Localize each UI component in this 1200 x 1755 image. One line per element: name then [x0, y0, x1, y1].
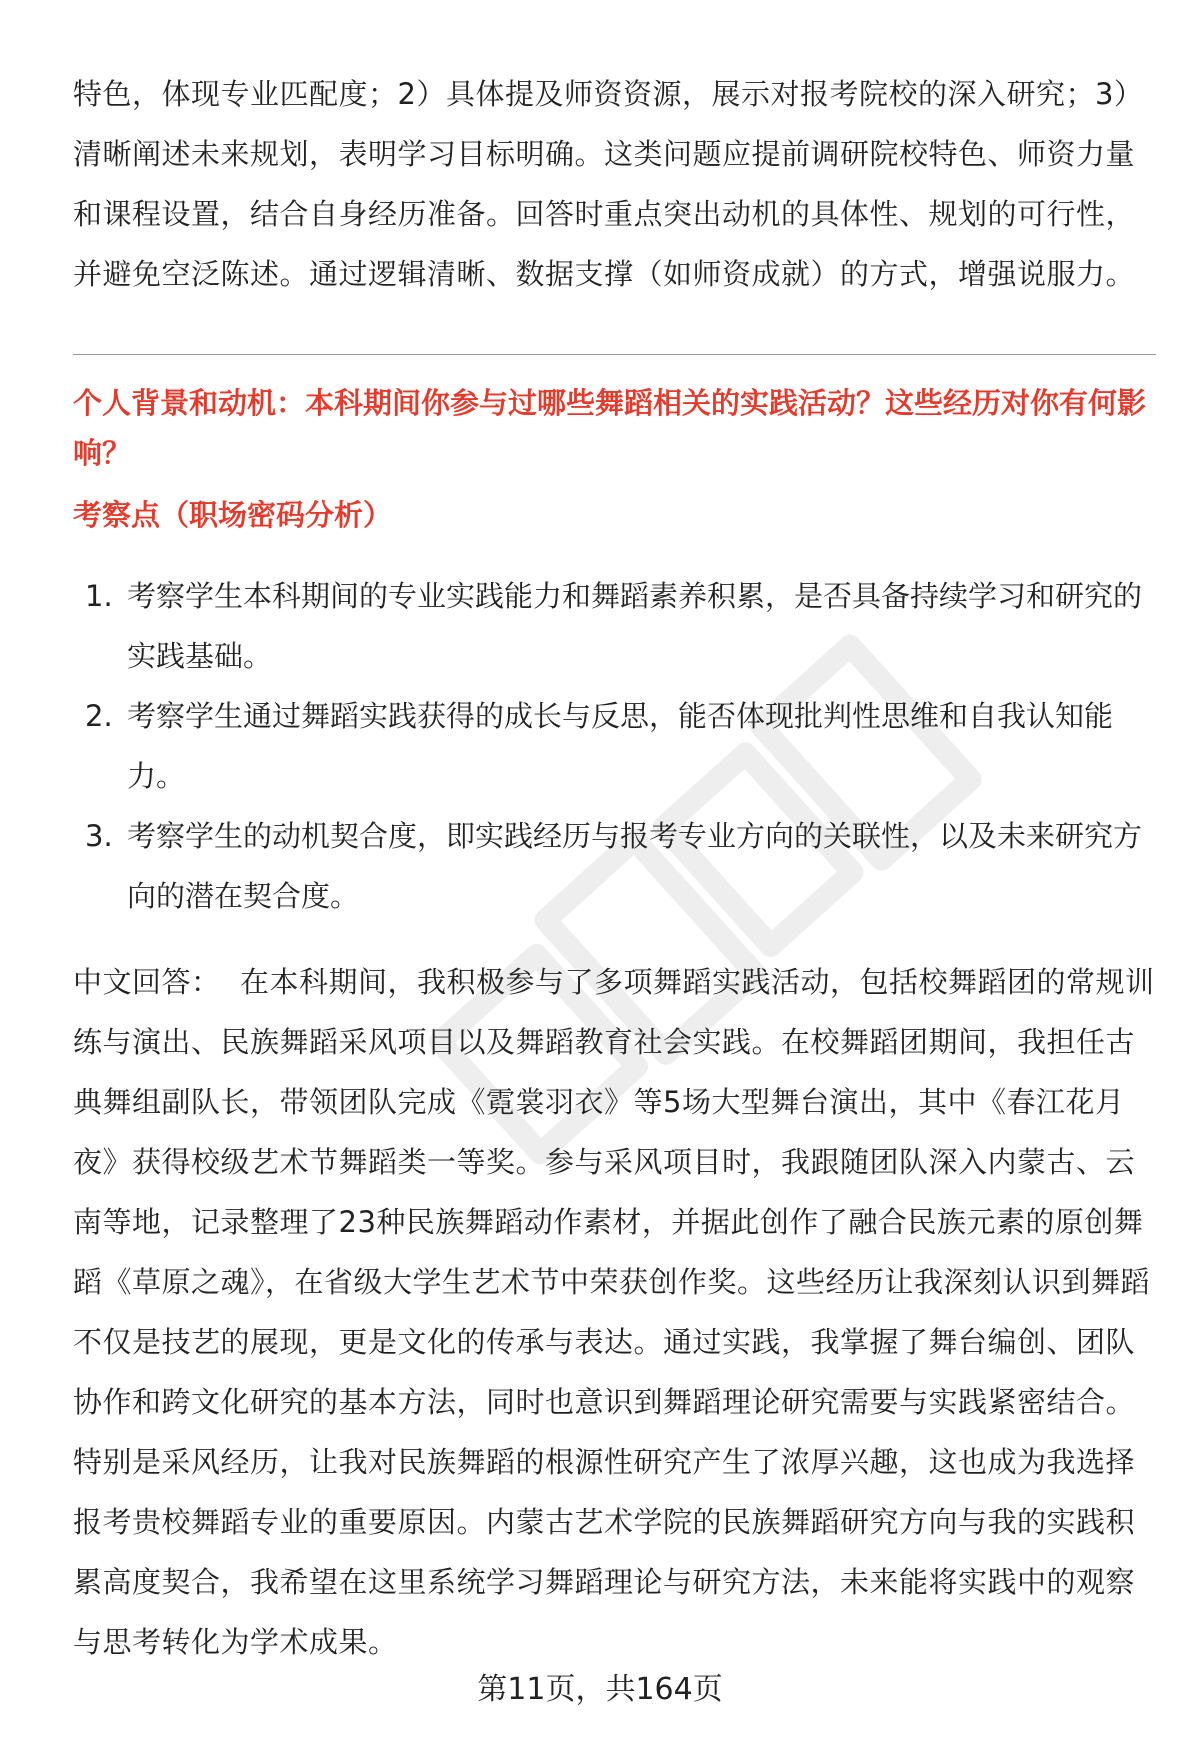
list-item — [73, 686, 1158, 806]
answer-text: 在本科期间，我积极参与了多项舞蹈实践活动，包括校舞蹈团的常规训练与演出、民族舞蹈采风项目以及舞蹈教育社会实践。在校舞蹈团期间，我担任古典舞组副队长，带领团队完成《霓裳羽衣》等5场大型舞台演出，其中《春江花月夜》获得校级艺术节舞蹈类一等奖。参与采风项目时，我跟随团队深入内蒙古、云南等地，记录整理了23种民族舞蹈动作素材，并据此创作了融合民族元素的原创舞蹈《草原之魂》，在省级大学生艺术节中荣获创作奖。这些经历让我深刻认识到舞蹈不仅是技艺的展现，更是文化的传承与表达。通过实践，我掌握了舞台编创、团队协作和跨文化研究的基本方法，同时也意识到舞蹈理论研究需要与实践紧密结合。特别是采风经历，让我对民族舞蹈的根源性研究产生了浓厚兴趣，这也成为我选择报考贵校舞蹈专业的重要原因。内蒙古艺术学院的民族舞蹈研究方向与我的实践积累高度契合，我希望在这里系统学习舞蹈理论与研究方法，未来能将实践中的观察与思考转化为学术成果。 — [73, 965, 1155, 1659]
list-number: 1. — [85, 579, 113, 613]
answer-label: 中文回答： — [73, 965, 221, 999]
question-heading: 个人背景和动机：本科期间你参与过哪些舞蹈相关的实践活动？这些经历对你有何影响？ — [73, 386, 1147, 470]
list-item-text: 考察学生通过舞蹈实践获得的成长与反思，能否体现批判性思维和自我认知能力。 — [127, 699, 1114, 793]
list-item-text: 考察学生的动机契合度，即实践经历与报考专业方向的关联性，以及未来研究方向的潜在契合度。 — [127, 819, 1143, 913]
list-item — [73, 566, 1158, 686]
list-item — [73, 806, 1158, 926]
answer-paragraph — [73, 952, 1158, 1672]
page-footer: 第11页，共164页 — [477, 1672, 723, 1707]
list-number: 2. — [85, 699, 113, 733]
section-divider — [73, 354, 1156, 355]
intro-paragraph: 特色，体现专业匹配度；2）具体提及师资资源，展示对报考院校的深入研究；3）清晰阐述未来规划，表明学习目标明确。这类问题应提前调研院校特色、师资力量和课程设置，结合自身经历准备。回答时重点突出动机的具体性、规划的可行性，并避免空泛陈述。通过逻辑清晰、数据支撑（如师资成就）的方式，增强说服力。 — [73, 77, 1144, 291]
assessment-points-list — [73, 566, 1158, 926]
list-number: 3. — [85, 819, 113, 853]
section-title: 考察点（职场密码分析） — [73, 498, 393, 532]
list-item-text: 考察学生本科期间的专业实践能力和舞蹈素养积累，是否具备持续学习和研究的实践基础。 — [127, 579, 1143, 673]
